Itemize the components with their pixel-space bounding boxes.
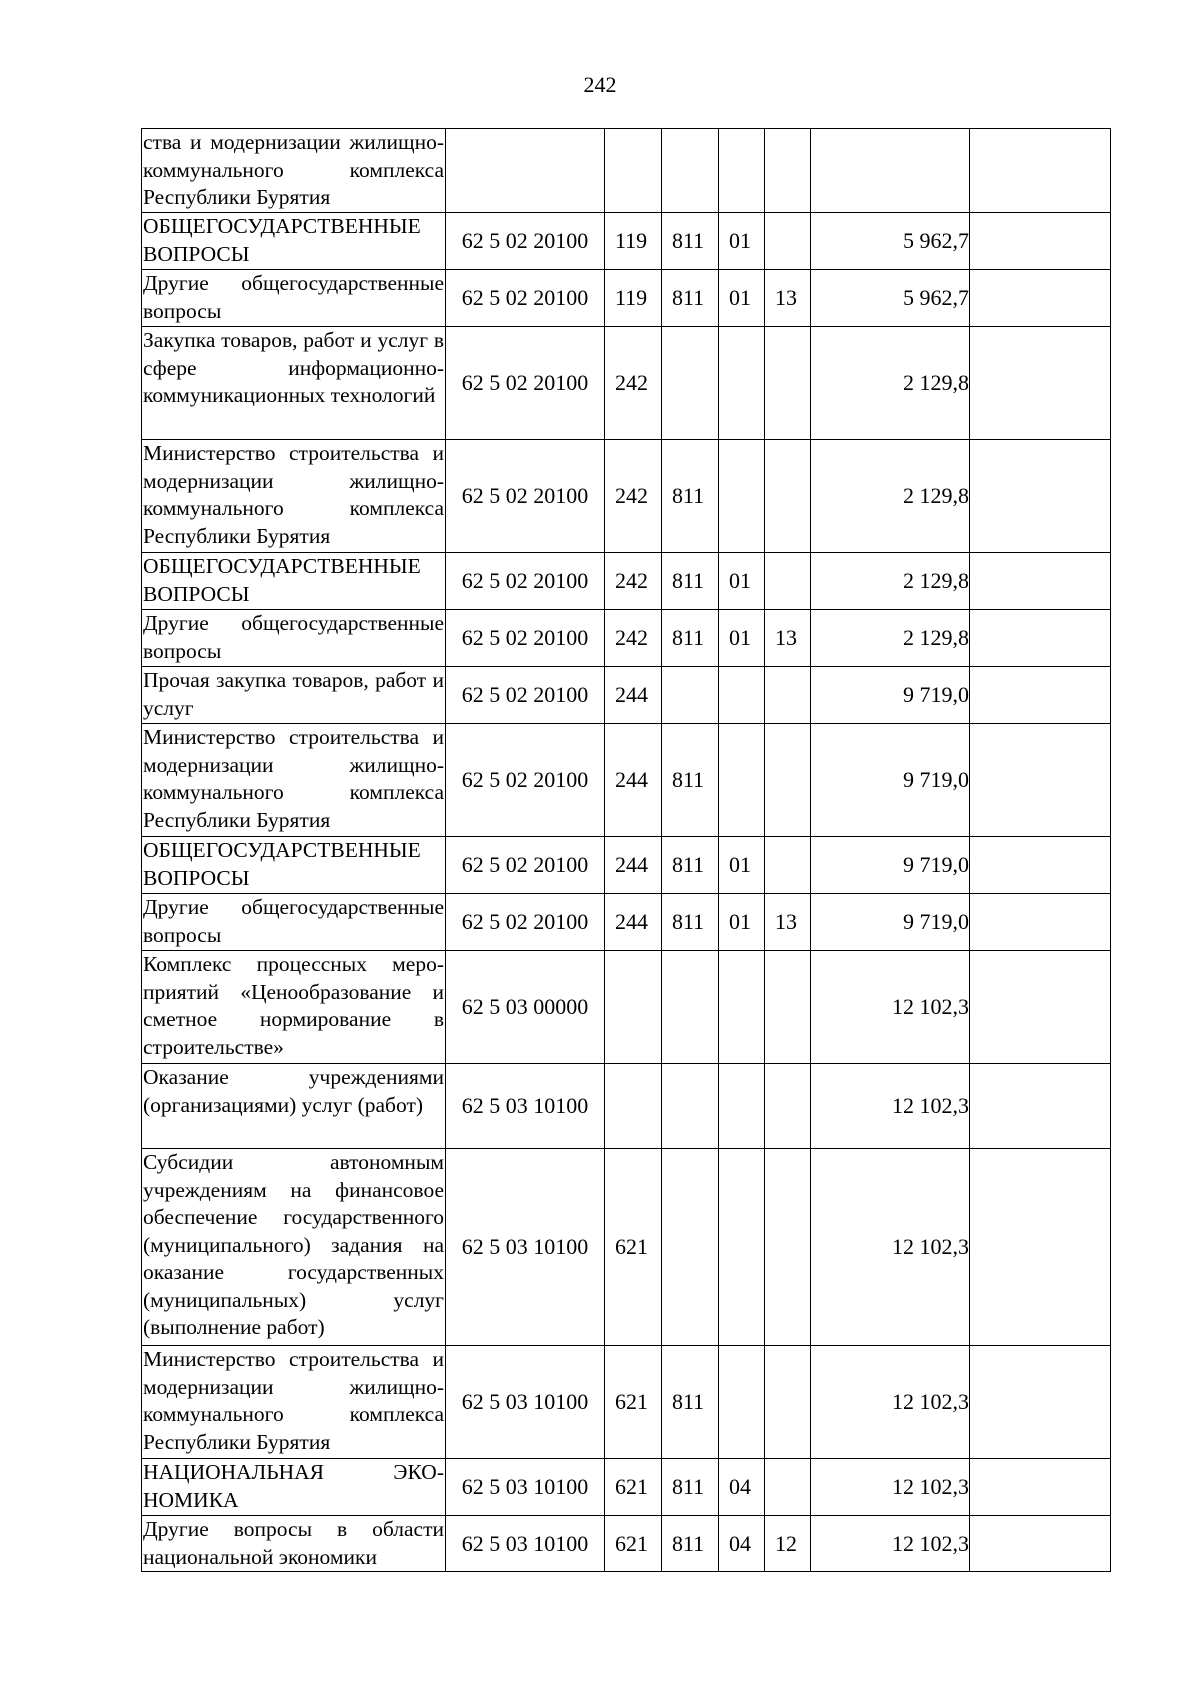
budget-table-body [142, 129, 1111, 1572]
table-row [142, 1149, 1111, 1346]
subsection-cell [765, 1064, 811, 1149]
amount-cell [811, 129, 970, 213]
row-name-text: ОБЩЕГОСУДАРСТВЕННЫЕ ВОПРОСЫ [143, 554, 421, 606]
expense-type-cell: 244 [605, 724, 662, 837]
amount-cell: 2 129,8 [811, 610, 970, 667]
row-name-cell [142, 724, 446, 837]
amount-cell: 9 719,0 [811, 837, 970, 894]
target-code-cell: 62 5 03 10100 [446, 1346, 605, 1459]
subsection-cell [765, 837, 811, 894]
section-cell [719, 667, 765, 724]
target-code-cell: 62 5 02 20100 [446, 213, 605, 270]
budget-table [141, 128, 1111, 1572]
extra-amount-cell [970, 553, 1111, 610]
section-cell: 01 [719, 553, 765, 610]
ministry-code-cell: 811 [662, 1516, 719, 1572]
row-name-cell [142, 129, 446, 213]
extra-amount-cell [970, 213, 1111, 270]
amount-cell: 9 719,0 [811, 724, 970, 837]
ministry-code-cell [662, 667, 719, 724]
extra-amount-cell [970, 129, 1111, 213]
table-row [142, 1459, 1111, 1516]
target-code-cell: 62 5 03 10100 [446, 1459, 605, 1516]
section-cell [719, 1346, 765, 1459]
expense-type-cell: 621 [605, 1346, 662, 1459]
row-name-text: Другие вопросы в области национальной экономики [143, 1517, 444, 1569]
subsection-cell [765, 553, 811, 610]
amount-cell: 2 129,8 [811, 553, 970, 610]
row-name-cell [142, 213, 446, 270]
section-cell: 01 [719, 270, 765, 327]
table-row [142, 1346, 1111, 1459]
expense-type-cell [605, 129, 662, 213]
row-name-cell [142, 270, 446, 327]
target-code-cell: 62 5 02 20100 [446, 327, 605, 440]
target-code-cell: 62 5 02 20100 [446, 894, 605, 951]
row-name-text: ОБЩЕГОСУДАРСТВЕННЫЕ ВОПРОСЫ [143, 838, 421, 890]
subsection-cell [765, 724, 811, 837]
expense-type-cell: 242 [605, 553, 662, 610]
section-cell [719, 327, 765, 440]
extra-amount-cell [970, 1516, 1111, 1572]
expense-type-cell: 621 [605, 1516, 662, 1572]
target-code-cell: 62 5 02 20100 [446, 553, 605, 610]
section-cell: 01 [719, 213, 765, 270]
amount-cell: 9 719,0 [811, 894, 970, 951]
expense-type-cell: 119 [605, 270, 662, 327]
page-number: 242 [583, 72, 617, 97]
amount-cell: 2 129,8 [811, 440, 970, 553]
target-code-cell: 62 5 03 10100 [446, 1149, 605, 1346]
row-name-cell [142, 1459, 446, 1516]
row-name-text: Министерство строительства и модернизации жилищно-коммунального комплекса Республики Бурятия [143, 441, 444, 548]
row-name-text: Закупка товаров, работ и услуг в сфере информационно-коммуникационных технологий [143, 328, 444, 407]
subsection-cell: 13 [765, 894, 811, 951]
table-row [142, 213, 1111, 270]
amount-cell: 12 102,3 [811, 1064, 970, 1149]
subsection-cell [765, 440, 811, 553]
amount-cell: 12 102,3 [811, 1516, 970, 1572]
subsection-cell [765, 129, 811, 213]
amount-cell: 12 102,3 [811, 1459, 970, 1516]
row-name-cell [142, 440, 446, 553]
amount-cell: 12 102,3 [811, 1149, 970, 1346]
table-row [142, 553, 1111, 610]
row-name-cell [142, 894, 446, 951]
extra-amount-cell [970, 610, 1111, 667]
section-cell [719, 1149, 765, 1346]
amount-cell: 12 102,3 [811, 951, 970, 1064]
amount-cell: 2 129,8 [811, 327, 970, 440]
row-name-text: Другие общегосударственные вопросы [143, 611, 444, 663]
table-row [142, 724, 1111, 837]
extra-amount-cell [970, 327, 1111, 440]
ministry-code-cell [662, 951, 719, 1064]
ministry-code-cell [662, 129, 719, 213]
ministry-code-cell: 811 [662, 837, 719, 894]
subsection-cell [765, 667, 811, 724]
section-cell: 01 [719, 894, 765, 951]
ministry-code-cell: 811 [662, 610, 719, 667]
table-row [142, 1516, 1111, 1572]
target-code-cell: 62 5 03 10100 [446, 1064, 605, 1149]
row-name-cell [142, 1149, 446, 1346]
row-name-text: Министерство строительства и модернизации жилищно-коммунального комплекса Республики Бурятия [143, 1347, 444, 1454]
subsection-cell [765, 1149, 811, 1346]
ministry-code-cell: 811 [662, 894, 719, 951]
section-cell: 01 [719, 837, 765, 894]
extra-amount-cell [970, 1149, 1111, 1346]
subsection-cell: 13 [765, 610, 811, 667]
ministry-code-cell: 811 [662, 553, 719, 610]
row-name-text: Министерство строительства и модернизации жилищно-коммунального комплекса Республики Бурятия [143, 725, 444, 832]
row-name-cell [142, 1516, 446, 1572]
ministry-code-cell [662, 1064, 719, 1149]
subsection-cell [765, 951, 811, 1064]
target-code-cell: 62 5 02 20100 [446, 724, 605, 837]
expense-type-cell [605, 951, 662, 1064]
subsection-cell: 12 [765, 1516, 811, 1572]
expense-type-cell: 244 [605, 837, 662, 894]
row-name-cell [142, 327, 446, 440]
target-code-cell: 62 5 03 10100 [446, 1516, 605, 1572]
extra-amount-cell [970, 724, 1111, 837]
row-name-text: Прочая закупка товаров, работ и услуг [143, 668, 444, 720]
extra-amount-cell [970, 440, 1111, 553]
extra-amount-cell [970, 270, 1111, 327]
section-cell: 04 [719, 1459, 765, 1516]
extra-amount-cell [970, 951, 1111, 1064]
table-row [142, 327, 1111, 440]
section-cell [719, 724, 765, 837]
row-name-text: ства и модернизации жилищно-коммунального комплекса Республики Бурятия [143, 130, 444, 209]
amount-cell: 5 962,7 [811, 270, 970, 327]
subsection-cell [765, 213, 811, 270]
expense-type-cell: 244 [605, 894, 662, 951]
extra-amount-cell [970, 837, 1111, 894]
section-cell [719, 129, 765, 213]
row-name-cell [142, 1064, 446, 1149]
table-row [142, 1064, 1111, 1149]
ministry-code-cell: 811 [662, 1346, 719, 1459]
target-code-cell: 62 5 02 20100 [446, 610, 605, 667]
ministry-code-cell: 811 [662, 724, 719, 837]
extra-amount-cell [970, 894, 1111, 951]
row-name-text: НАЦИОНАЛЬНАЯ ЭКОНОМИКА [143, 1460, 444, 1512]
table-row [142, 951, 1111, 1064]
row-name-cell [142, 667, 446, 724]
target-code-cell [446, 129, 605, 213]
subsection-cell: 13 [765, 270, 811, 327]
subsection-cell [765, 327, 811, 440]
table-row [142, 440, 1111, 553]
target-code-cell: 62 5 03 00000 [446, 951, 605, 1064]
expense-type-cell: 244 [605, 667, 662, 724]
row-name-text: Другие общегосударственные вопросы [143, 895, 444, 947]
section-cell [719, 951, 765, 1064]
subsection-cell [765, 1459, 811, 1516]
expense-type-cell: 242 [605, 327, 662, 440]
target-code-cell: 62 5 02 20100 [446, 270, 605, 327]
row-name-cell [142, 951, 446, 1064]
expense-type-cell: 242 [605, 440, 662, 553]
row-name-cell [142, 837, 446, 894]
extra-amount-cell [970, 667, 1111, 724]
ministry-code-cell: 811 [662, 213, 719, 270]
row-name-text: Оказание учреждениями (организациями) услуг (работ) [143, 1065, 444, 1117]
extra-amount-cell [970, 1346, 1111, 1459]
section-cell [719, 1064, 765, 1149]
table-row [142, 129, 1111, 213]
ministry-code-cell [662, 327, 719, 440]
expense-type-cell: 621 [605, 1459, 662, 1516]
expense-type-cell: 119 [605, 213, 662, 270]
table-row [142, 270, 1111, 327]
ministry-code-cell: 811 [662, 1459, 719, 1516]
section-cell: 01 [719, 610, 765, 667]
extra-amount-cell [970, 1064, 1111, 1149]
ministry-code-cell [662, 1149, 719, 1346]
table-row [142, 837, 1111, 894]
table-row [142, 667, 1111, 724]
amount-cell: 9 719,0 [811, 667, 970, 724]
extra-amount-cell [970, 1459, 1111, 1516]
target-code-cell: 62 5 02 20100 [446, 667, 605, 724]
row-name-cell [142, 610, 446, 667]
row-name-text: ОБЩЕГОСУДАРСТВЕННЫЕ ВОПРОСЫ [143, 214, 421, 266]
target-code-cell: 62 5 02 20100 [446, 440, 605, 553]
ministry-code-cell: 811 [662, 440, 719, 553]
amount-cell: 5 962,7 [811, 213, 970, 270]
target-code-cell: 62 5 02 20100 [446, 837, 605, 894]
expense-type-cell: 621 [605, 1149, 662, 1346]
section-cell [719, 440, 765, 553]
amount-cell: 12 102,3 [811, 1346, 970, 1459]
row-name-text: Субсидии автономным учреждениям на финансовое обеспечение государственного (муниципального) задания на оказание государственных (муниципальных) услуг (выполнение работ) [143, 1150, 444, 1339]
expense-type-cell [605, 1064, 662, 1149]
row-name-cell [142, 553, 446, 610]
row-name-text: Комплекс процессных мероприятий «Ценообразование и сметное нормирование в строительстве» [143, 952, 444, 1059]
ministry-code-cell: 811 [662, 270, 719, 327]
row-name-cell [142, 1346, 446, 1459]
subsection-cell [765, 1346, 811, 1459]
expense-type-cell: 242 [605, 610, 662, 667]
row-name-text: Другие общегосударственные вопросы [143, 271, 444, 323]
table-row [142, 610, 1111, 667]
section-cell: 04 [719, 1516, 765, 1572]
table-row [142, 894, 1111, 951]
